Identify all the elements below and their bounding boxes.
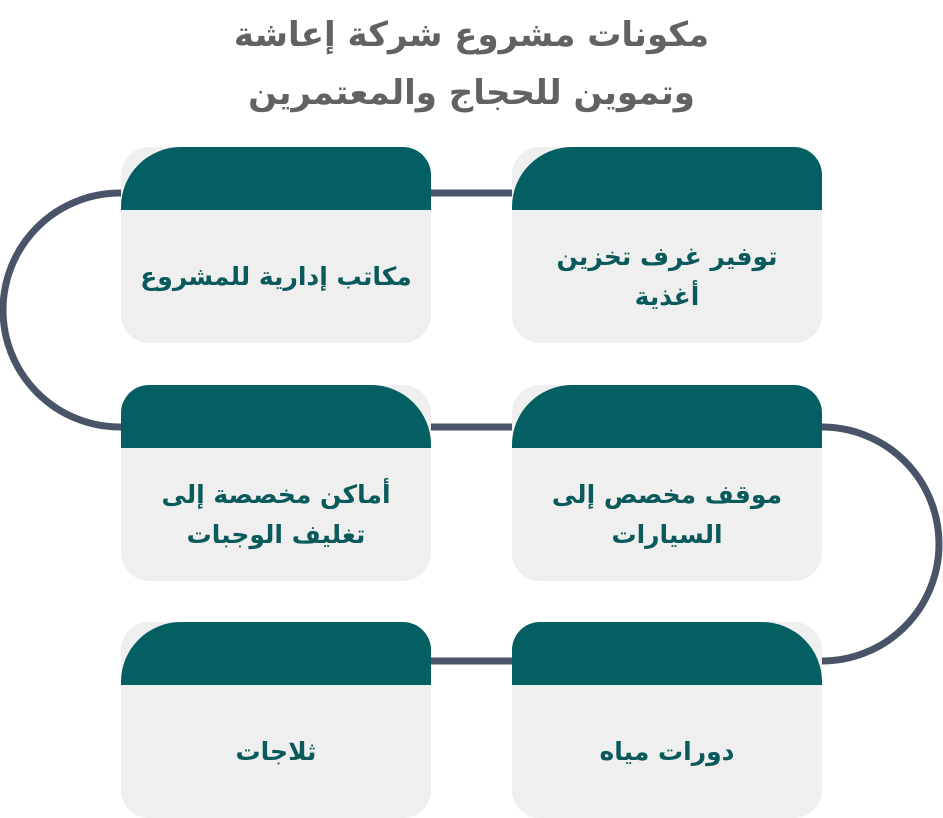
- card-header: [121, 147, 431, 210]
- card-label: موقف مخصص إلى السيارات: [551, 479, 783, 549]
- card-admin-offices: [121, 147, 431, 343]
- card-label: توفير غرف تخزين أغذية: [556, 241, 778, 311]
- card-label: مكاتب إدارية للمشروع: [140, 261, 412, 291]
- card-restrooms: [512, 622, 822, 818]
- card-header: [121, 622, 431, 685]
- title-line-1: مكونات مشروع شركة إعاشة: [233, 15, 710, 55]
- title-line-2: وتموين للحجاج والمعتمرين: [248, 73, 695, 113]
- card-refrigerators: [121, 622, 431, 818]
- card-label: أماكن مخصصة إلى تغليف الوجبات: [161, 479, 391, 549]
- card-food-storage: [512, 147, 822, 343]
- card-header: [121, 385, 431, 448]
- connector-loop-left: [3, 193, 124, 427]
- connector-loop-right: [818, 427, 939, 661]
- card-header: [512, 147, 822, 210]
- card-meal-packaging: [121, 385, 431, 581]
- card-label: دورات مياه: [599, 736, 735, 766]
- card-parking: [512, 385, 822, 581]
- card-label: ثلاجات: [235, 736, 317, 766]
- card-header: [512, 622, 822, 685]
- card-header: [512, 385, 822, 448]
